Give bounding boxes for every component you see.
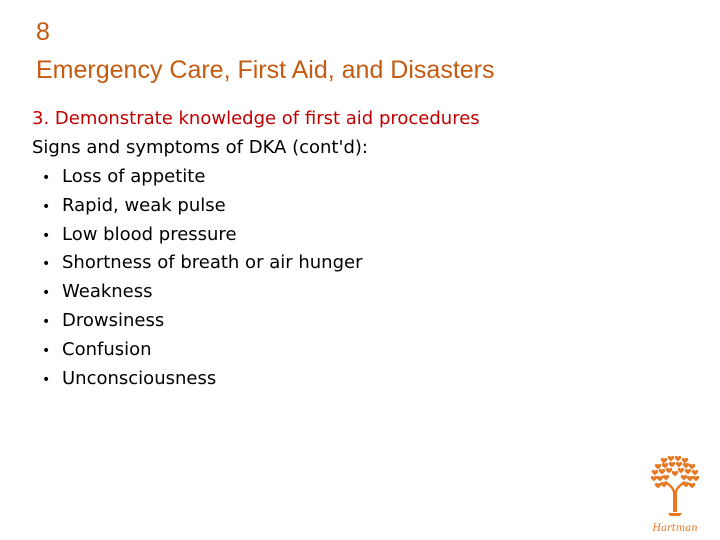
- tree-of-hearts-icon: [651, 456, 699, 516]
- chapter-title: Emergency Care, First Aid, and Disasters: [36, 56, 495, 84]
- logo-text: Hartman: [652, 523, 698, 534]
- chapter-number: 8: [36, 18, 50, 46]
- list-item-text: Low blood pressure: [62, 223, 237, 245]
- bullet-icon: •: [42, 256, 51, 273]
- list-item-text: Loss of appetite: [62, 166, 206, 187]
- bullet-icon: •: [42, 170, 51, 186]
- list-item-text: Unconsciousness: [62, 367, 217, 389]
- learning-objective: 3. Demonstrate knowledge of first aid procedures: [32, 108, 480, 129]
- hartman-logo: [644, 456, 706, 534]
- list-item-text: Shortness of breath or air hunger: [62, 252, 363, 274]
- bullet-icon: •: [42, 198, 51, 215]
- list-item-text: Weakness: [62, 281, 153, 303]
- bullet-icon: •: [42, 342, 51, 359]
- bullet-icon: •: [42, 285, 51, 302]
- list-item-text: Rapid, weak pulse: [62, 194, 226, 216]
- section-subheading: Signs and symptoms of DKA (cont'd):: [32, 137, 368, 158]
- bullet-icon: •: [42, 227, 51, 244]
- list-item-text: Confusion: [62, 338, 152, 360]
- list-item-text: Drowsiness: [62, 309, 165, 331]
- bullet-icon: •: [42, 371, 51, 388]
- bullet-icon: •: [42, 313, 51, 330]
